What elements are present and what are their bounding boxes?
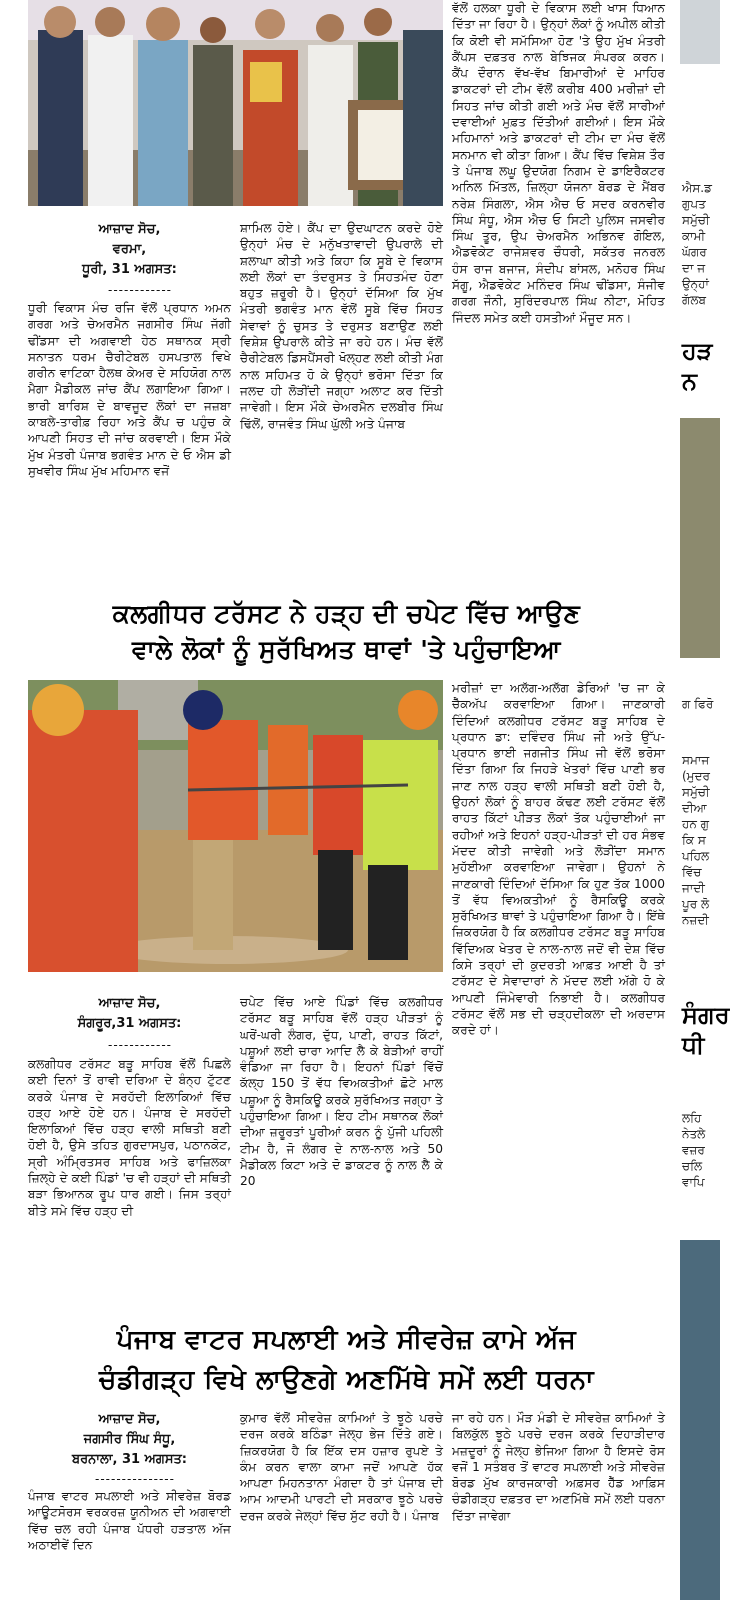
byline-agency: ਆਜ਼ਾਦ ਸੋਚ,: [98, 996, 161, 1011]
adjacent-page-strip: [680, 0, 730, 1600]
story3-column-2: ਕੁਮਾਰ ਵੱਲੋਂ ਸੀਵਰੇਜ਼ ਕਾਮਿਆਂ ਤੇ ਝੂਠੇ ਪਰਚੇ ਦਰਜ ਕਰਕੇ ਬਠਿੰਡਾ ਜੇਲ੍ਹ ਭੇਜ ਦਿੱਤੇ ਗਏ। ਜ਼ਿਕਰਯੋਗ ਹੈ ਕਿ ਇੱਕ ਦਸ ਹਜ਼ਾਰ ਰੁਪਏ ਤੇ ਕੰਮ ਕਰਨ ਵਾਲਾ ਕਾਮਾ ਜਦੋਂ ਆਪਣੇ ਹੱਕ ਆਪਣਾ ਮਿਹਨਤਾਨਾ ਮੰਗਦਾ ਹੈ ਤਾਂ ਪੰਜਾਬ ਦੀ ਆਮ ਆਦਮੀ ਪਾਰਟੀ ਦੀ ਸਰਕਾਰ ਝੂਠੇ ਪਰਚੇ ਦਰਜ ਕਰਕੇ ਜੇਲ੍ਹਾਂ ਵਿੱਚ ਸੁੱਟ ਰਹੀ ਹੈ। ਪੰਜਾਬ: [240, 1411, 443, 1523]
adjacent-text-low: ਲਹਿ ਨੇਤਲੇ ਵਜ਼ਰ ਚਲਿ ਵਾਪਿ: [682, 1111, 706, 1189]
story3-headline: [28, 1320, 665, 1400]
adjacent-headline-2: ਸੰਗਰ ਧੀ: [682, 1001, 730, 1059]
adjacent-photo-bottom: [680, 1240, 720, 1600]
adjacent-text-mid-1: ਗ ਫਿਰੋ: [682, 697, 714, 711]
adjacent-headline-1: ਹੜ ਨ: [682, 337, 713, 395]
medical-camp-photo-art: [28, 0, 443, 206]
adjacent-text-mid-2: ਸਮਾਜ (ਮੁਦਰ ਸਮੁੱਚੀ ਦੀਆ ਹਨ ਗੁ ਕਿ ਸ ਪਹਿਲ ਵਿੱਚ ਜਾਦੀ ਪੂਰ ਲੋ ਨਜ਼ਦੀ: [682, 753, 710, 927]
adjacent-text-top: ਐਸ.ਡ ਗੁਪਤ ਸਮੁੱਚੀ ਕਾਮੀ ਘੱਗਰ ਦਾ ਜ ਉਨ੍ਹਾਂ ਗੱਲਬ: [682, 181, 712, 307]
byline-divider: ---------------: [95, 1472, 175, 1486]
adjacent-photo-top: [680, 0, 720, 64]
story3-column-3: ਜਾ ਰਹੇ ਹਨ। ਮੌੜ ਮੰਡੀ ਦੇ ਸੀਵਰੇਜ਼ ਕਾਮਿਆਂ ਤੇ ਬਿਲਕੁੱਲ ਝੂਠੇ ਪਰਚੇ ਦਰਜ ਕਰਕੇ ਦਿਹਾੜੀਦਾਰ ਮਜ਼ਦੂਰਾਂ ਨੂੰ ਜੇਲ੍ਹ ਭੇਜਿਆ ਗਿਆ ਹੈ ਇਸਦੇ ਰੋਸ ਵਜੋਂ 1 ਸਤੰਬਰ ਤੋਂ ਵਾਟਰ ਸਪਲਾਈ ਅਤੇ ਸੀਵਰੇਜ਼ ਬੋਰਡ ਮੁੱਖ ਕਾਰਜਕਾਰੀ ਅਫ਼ਸਰ ਹੈੱਡ ਆਫ਼ਿਸ ਚੰਡੀਗੜ੍ਹ ਦਫ਼ਤਰ ਦਾ ਅਣਮਿੱਥੇ ਸਮੇਂ ਲਈ ਧਰਨਾ ਦਿੱਤਾ ਜਾਵੇਗਾ: [452, 1411, 665, 1523]
byline-divider: ------------: [108, 1038, 172, 1052]
story3-headline-line2: ਚੰਡੀਗੜ੍ਹ ਵਿਖੇ ਲਾਉਣਗੇ ਅਣਮਿੱਥੇ ਸਮੇਂ ਲਈ ਧਰਨਾ: [98, 1365, 595, 1395]
medical-camp-photo: [28, 0, 443, 206]
byline-dateline: ਧੂਰੀ, 31 ਅਗਸਤ:: [82, 262, 177, 277]
byline-reporter: ਜਗਸੀਰ ਸਿੰਘ ਸੰਧੂ,: [83, 1432, 176, 1447]
story2-column-3: ਮਰੀਜ਼ਾਂ ਦਾ ਅਲੱਗ-ਅਲੱਗ ਡੇਰਿਆਂ 'ਚ ਜਾ ਕੇ ਚੈੱਕਅੱਪ ਕਰਵਾਇਆ ਗਿਆ। ਜਾਣਕਾਰੀ ਦਿੰਦਿਆਂ ਕਲਗੀਧਰ ਟਰੱਸਟ ਬੜੂ ਸਾਹਿਬ ਦੇ ਪ੍ਰਧਾਨ ਡਾ: ਦਵਿੰਦਰ ਸਿੰਘ ਜੀ ਅਤੇ ਉੱਪ-ਪ੍ਰਧਾਨ ਭਾਈ ਜਗਜੀਤ ਸਿੰਘ ਜੀ ਵੱਲੋਂ ਭਰੋਸਾ ਦਿੱਤਾ ਗਿਆ ਕਿ ਜਿਹੜੇ ਖੇਤਰਾਂ ਵਿੱਚ ਪਾਣੀ ਭਰ ਜਾਣ ਨਾਲ ਹੜ੍ਹ ਵਾਲੀ ਸਥਿਤੀ ਬਣੀ ਹੋਈ ਹੈ, ਉਹਨਾਂ ਲੋਕਾਂ ਨੂੰ ਬਾਹਰ ਕੱਢਣ ਲਈ ਟਰੱਸਟ ਵੱਲੋਂ ਰਾਹਤ ਕਿੱਟਾਂ ਪੀੜਤ ਲੋਕਾਂ ਤੱਕ ਪਹੁੰਚਾਈਆਂ ਜਾ ਰਹੀਆਂ ਅਤੇ ਇਹਨਾਂ ਹੜ੍ਹ-ਪੀੜਤਾਂ ਦੀ ਹਰ ਸੰਭਵ ਮੱਦਦ ਕੀਤੀ ਜਾਵੇਗੀ ਅਤੇ ਲੋੜੀਂਦਾ ਸਮਾਨ ਮੁਹੱਈਆ ਕਰਵਾਇਆ ਜਾਵੇਗਾ। ਉਹਨਾਂ ਨੇ ਜਾਣਕਾਰੀ ਦਿੰਦਿਆਂ ਦੱਸਿਆ ਕਿ ਹੁਣ ਤੱਕ 1000 ਤੋਂ ਵੱਧ ਵਿਅਕਤੀਆਂ ਨੂੰ ਰੈਸਕਿਊ ਕਰਕੇ ਸੁਰੱਖਿਅਤ ਥਾਵਾਂ ਤੇ ਪਹੁੰਚਾਇਆ ਗਿਆ ਹੈ। ਇੱਥੇ ਜ਼ਿਕਰਯੋਗ ਹੈ ਕਿ ਕਲਗੀਧਰ ਟਰੱਸਟ ਬੜੂ ਸਾਹਿਬ ਵਿੱਦਿਅਕ ਖੇਤਰ ਦੇ ਨਾਲ-ਨਾਲ ਜਦੋਂ ਵੀ ਦੇਸ਼ ਵਿੱਚ ਕਿਸੇ ਤਰ੍ਹਾਂ ਦੀ ਕੁਦਰਤੀ ਆਫ਼ਤ ਆਈ ਹੈ ਤਾਂ ਟਰੱਸਟ ਦੇ ਸੇਵਾਦਾਰਾਂ ਨੇ ਮੱਦਦ ਲਈ ਅੱਗੇ ਹੋ ਕੇ ਆਪਣੀ ਜਿੰਮੇਵਾਰੀ ਨਿਭਾਈ ਹੈ। ਕਲਗੀਧਰ ਟਰੱਸਟ ਵੱਲੋਂ ਸਭ ਦੀ ਚੜ੍ਹਦੀਕਲਾ ਦੀ ਅਰਦਾਸ ਕਰਦੇ ਹਾਂ।: [452, 681, 665, 1038]
byline-agency: ਆਜ਼ਾਦ ਸੋਚ,: [98, 1412, 161, 1427]
story2-headline: [28, 596, 665, 670]
byline-agency: ਆਜ਼ਾਦ ਸੋਚ,: [98, 222, 161, 237]
story1-byline: [28, 220, 231, 280]
story3-headline-line1: ਪੰਜਾਬ ਵਾਟਰ ਸਪਲਾਈ ਅਤੇ ਸੀਵਰੇਜ਼ ਕਾਮੇ ਅੱਜ: [116, 1325, 577, 1355]
story1-column-2: ਸ਼ਾਮਿਲ ਹੋਏ। ਕੈਂਪ ਦਾ ਉਦਘਾਟਨ ਕਰਦੇ ਹੋਏ ਉਨ੍ਹਾਂ ਮੰਚ ਦੇ ਮਨੁੱਖਤਾਵਾਦੀ ਉਪਰਾਲੇ ਦੀ ਸ਼ਲਾਘਾ ਕੀਤੀ ਅਤੇ ਕਿਹਾ ਕਿ ਸੂਬੇ ਦੇ ਵਿਕਾਸ ਲਈ ਲੋਕਾਂ ਦਾ ਤੰਦਰੁਸਤ ਤੇ ਸਿਹਤਮੰਦ ਹੋਣਾ ਬਹੁਤ ਜ਼ਰੂਰੀ ਹੈ। ਉਨ੍ਹਾਂ ਦੱਸਿਆ ਕਿ ਮੁੱਖ ਮੰਤਰੀ ਭਗਵੰਤ ਮਾਨ ਵੱਲੋਂ ਸੂਬੇ ਵਿੱਚ ਸਿਹਤ ਸੇਵਾਵਾਂ ਨੂੰ ਚੁਸਤ ਤੇ ਦਰੁਸਤ ਬਣਾਉਣ ਲਈ ਵਿਸ਼ੇਸ਼ ਉਪਰਾਲੇ ਕੀਤੇ ਜਾ ਰਹੇ ਹਨ। ਮੰਚ ਵੱਲੋਂ ਚੈਰੀਟੇਬਲ ਡਿਸਪੈਂਸਰੀ ਖੋਲ੍ਹਣ ਲਈ ਕੀਤੀ ਮੰਗ ਨਾਲ ਸਹਿਮਤ ਹੋ ਕੇ ਉਨ੍ਹਾਂ ਭਰੋਸਾ ਦਿੱਤਾ ਕਿ ਜਲਦ ਹੀ ਲੋੜੀਂਦੀ ਜਗ੍ਹਾ ਅਲਾਟ ਕਰ ਦਿੱਤੀ ਜਾਵੇਗੀ। ਇਸ ਮੌਕੇ ਚੇਅਰਮੈਨ ਦਲਬੀਰ ਸਿੰਘ ਢਿੱਲੋਂ, ਰਾਜਵੰਤ ਸਿੰਘ ਘੁੱਲੀ ਅਤੇ ਪੰਜਾਬ: [240, 221, 443, 431]
story3-byline: [28, 1410, 231, 1470]
story2-column-1: ਕਲਗੀਧਰ ਟਰੱਸਟ ਬੜੂ ਸਾਹਿਬ ਵੱਲੋਂ ਪਿਛਲੇ ਕਈ ਦਿਨਾਂ ਤੋਂ ਰਾਵੀ ਦਰਿਆ ਦੇ ਬੰਨ੍ਹ ਟੁੱਟਣ ਕਰਕੇ ਪੰਜਾਬ ਦੇ ਸਰਹੱਦੀ ਇਲਾਕਿਆਂ ਵਿੱਚ ਹੜ੍ਹ ਆਏ ਹੋਏ ਹਨ। ਪੰਜਾਬ ਦੇ ਸਰਹੱਦੀ ਇਲਾਕਿਆਂ ਵਿੱਚ ਹੜ੍ਹ ਵਾਲੀ ਸਥਿਤੀ ਬਣੀ ਹੋਈ ਹੈ, ਉਸੇ ਤਹਿਤ ਗੁਰਦਾਸਪੁਰ, ਪਠਾਨਕੋਟ, ਸ੍ਰੀ ਅੰਮ੍ਰਿਤਸਰ ਸਾਹਿਬ ਅਤੇ ਫਾਜ਼ਿਲਕਾ ਜ਼ਿਲ੍ਹੇ ਦੇ ਕਈ ਪਿੰਡਾਂ 'ਚ ਵੀ ਹੜ੍ਹਾਂ ਦੀ ਸਥਿਤੀ ਬੜਾ ਭਿਆਨਕ ਰੂਪ ਧਾਰ ਗਈ। ਜਿਸ ਤਰ੍ਹਾਂ ਬੀਤੇ ਸਮੇ ਵਿੱਚ ਹੜ੍ਹ ਦੀ: [28, 1057, 231, 1218]
story2-headline-line2: ਵਾਲੇ ਲੋਕਾਂ ਨੂੰ ਸੁਰੱਖਿਅਤ ਥਾਵਾਂ 'ਤੇ ਪਹੁੰਚਾਇਆ: [131, 635, 562, 664]
story1-column-1: ਧੂਰੀ ਵਿਕਾਸ ਮੰਚ ਰਜਿ ਵੱਲੋਂ ਪ੍ਰਧਾਨ ਅਮਨ ਗਰਗ ਅਤੇ ਚੇਅਰਮੈਨ ਜਗਸੀਰ ਸਿੰਘ ਜੱਗੀ ਢੀਂਡਸਾ ਦੀ ਅਗਵਾਈ ਹੇਠ ਸਥਾਨਕ ਸ੍ਰੀ ਸਨਾਤਨ ਧਰਮ ਚੈਰੀਟੇਬਲ ਹਸਪਤਾਲ ਵਿਖੇ ਗਰੀਨ ਵਾਟਿਕਾ ਹੈਲਥ ਕੇਅਰ ਦੇ ਸਹਿਯੋਗ ਨਾਲ ਮੈਗਾ ਮੈਡੀਕਲ ਜਾਂਚ ਕੈਂਪ ਲਗਾਇਆ ਗਿਆ। ਭਾਰੀ ਬਾਰਿਸ਼ ਦੇ ਬਾਵਜੂਦ ਲੋਕਾਂ ਦਾ ਜਜ਼ਬਾ ਕਾਬਲੇ-ਤਾਰੀਫ਼ ਰਿਹਾ ਅਤੇ ਕੈਂਪ ਚ ਪਹੁੰਚ ਕੇ ਆਪਣੀ ਸਿਹਤ ਦੀ ਜਾਂਚ ਕਰਵਾਈ। ਇਸ ਮੌਕੇ ਮੁੱਖ ਮੰਤਰੀ ਪੰਜਾਬ ਭਗਵੰਤ ਮਾਨ ਦੇ ਓ ਐਸ ਡੀ ਸੁਖਵੀਰ ਸਿੰਘ ਮੁੱਖ ਮਹਿਮਾਨ ਵਜੋਂ: [28, 301, 231, 478]
flood-rescue-photo-art: [28, 680, 443, 972]
byline-reporter: ਵਰਮਾ,: [112, 242, 147, 257]
adjacent-photo-mid: [680, 418, 720, 658]
story1-column-3: ਵੱਲੋਂ ਹਲਕਾ ਧੂਰੀ ਦੇ ਵਿਕਾਸ ਲਈ ਖਾਸ ਧਿਆਨ ਦਿੱਤਾ ਜਾ ਰਿਹਾ ਹੈ। ਉਨ੍ਹਾਂ ਲੋਕਾਂ ਨੂੰ ਅਪੀਲ ਕੀਤੀ ਕਿ ਕੋਈ ਵੀ ਸਮੱਸਿਆ ਹੋਣ 'ਤੇ ਉਹ ਮੁੱਖ ਮੰਤਰੀ ਕੈਂਪਸ ਦਫ਼ਤਰ ਨਾਲ ਬੇਝਿਜਕ ਸੰਪਰਕ ਕਰਨ। ਕੈਂਪ ਦੌਰਾਨ ਵੱਖ-ਵੱਖ ਬਿਮਾਰੀਆਂ ਦੇ ਮਾਹਿਰ ਡਾਕਟਰਾਂ ਦੀ ਟੀਮ ਵੱਲੋਂ ਕਰੀਬ 400 ਮਰੀਜ਼ਾਂ ਦੀ ਸਿਹਤ ਜਾਂਚ ਕੀਤੀ ਗਈ ਅਤੇ ਮੰਚ ਵੱਲੋਂ ਸਾਰੀਆਂ ਦਵਾਈਆਂ ਮੁਫ਼ਤ ਦਿੱਤੀਆਂ ਗਈਆਂ। ਇਸ ਮੌਕੇ ਮਹਿਮਾਨਾਂ ਅਤੇ ਡਾਕਟਰਾਂ ਦੀ ਟੀਮ ਦਾ ਮੰਚ ਵੱਲੋਂ ਸਨਮਾਨ ਵੀ ਕੀਤਾ ਗਿਆ। ਕੈਂਪ ਵਿੱਚ ਵਿਸ਼ੇਸ਼ ਤੌਰ ਤੇ ਪੰਜਾਬ ਲਘੂ ਉਦਯੋਗ ਨਿਗਮ ਦੇ ਡਾਇਰੈਕਟਰ ਅਨਿਲ ਮਿੱਤਲ, ਜ਼ਿਲ੍ਹਾ ਯੋਜਨਾ ਬੋਰਡ ਦੇ ਮੈਂਬਰ ਨਰੇਸ਼ ਸਿੰਗਲਾ, ਐਸ ਐਚ ਓ ਸਦਰ ਕਰਨਵੀਰ ਸਿੰਘ ਸੰਧੂ, ਐਸ ਐਚ ਓ ਸਿਟੀ ਪੁਲਿਸ ਜਸਵੀਰ ਸਿੰਘ ਤੂਰ, ਉਪ ਚੇਅਰਮੈਨ ਅਭਿਨਵ ਗੋਇਲ, ਐਡਵੋਕੇਟ ਰਾਜੇਸ਼ਵਰ ਚੌਧਰੀ, ਸਕੱਤਰ ਜਨਰਲ ਹੰਸ ਰਾਜ ਬਜਾਜ, ਸੰਦੀਪ ਬਾਂਸਲ, ਮਨੋਹਰ ਸਿੰਘ ਸੱਗੂ, ਐਡਵੋਕੇਟ ਮਨਿੰਦਰ ਸਿੰਘ ਢੀਂਡਸਾ, ਸੰਜੀਵ ਗਰਗ ਜੌਨੀ, ਸੁਰਿੰਦਰਪਾਲ ਸਿੰਘ ਨੀਟਾ, ਮੋਹਿਤ ਜਿੰਦਲ ਸਮੇਤ ਕਈ ਹਸਤੀਆਂ ਮੌਜੂਦ ਸਨ।: [452, 1, 665, 325]
byline-dateline: ਬਰਨਾਲਾ, 31 ਅਗਸਤ:: [71, 1452, 187, 1467]
story2-headline-line1: ਕਲਗੀਧਰ ਟਰੱਸਟ ਨੇ ਹੜ੍ਹ ਦੀ ਚਪੇਟ ਵਿੱਚ ਆਉਣ: [112, 599, 581, 628]
story2-byline: [28, 994, 231, 1034]
story2-column-2: ਚਪੇਟ ਵਿੱਚ ਆਏ ਪਿੰਡਾਂ ਵਿੱਚ ਕਲਗੀਧਰ ਟਰੱਸਟ ਬੜੂ ਸਾਹਿਬ ਵੱਲੋਂ ਹੜ੍ਹ ਪੀੜਤਾਂ ਨੂੰ ਘਰੋਂ-ਘਰੀ ਲੰਗਰ, ਦੁੱਧ, ਪਾਣੀ, ਰਾਹਤ ਕਿੱਟਾਂ, ਪਸ਼ੂਆਂ ਲਈ ਚਾਰਾ ਆਦਿ ਲੈ ਕੇ ਬੇੜੀਆਂ ਰਾਹੀਂ ਵੰਡਿਆ ਜਾ ਰਿਹਾ ਹੈ। ਇਹਨਾਂ ਪਿੰਡਾਂ ਵਿੱਚੋਂ ਕੱਲ੍ਹ 150 ਤੋਂ ਵੱਧ ਵਿਅਕਤੀਆਂ ਛੋਟੇ ਮਾਲ ਪਸ਼ੂਆ ਨੂੰ ਰੈਸਕਿਊ ਕਰਕੇ ਸੁਰੱਖਿਅਤ ਜਗ੍ਹਾ ਤੇ ਪਹੁੰਚਾਇਆ ਗਿਆ। ਇਹ ਟੀਮ ਸਥਾਨਕ ਲੋਕਾਂ ਦੀਆ ਜ਼ਰੂਰਤਾਂ ਪੂਰੀਆਂ ਕਰਨ ਨੂੰ ਪੁੱਜੀ ਪਹਿਲੀ ਟੀਮ ਹੈ, ਜੋ ਲੰਗਰ ਦੇ ਨਾਲ-ਨਾਲ ਅਤੇ 50 ਮੈਡੀਕਲ ਕਿਟਾ ਅਤੇ ਦੋ ਡਾਕਟਰ ਨੂੰ ਨਾਲ ਲੈ ਕੇ 20: [240, 995, 443, 1189]
flood-rescue-photo: [28, 680, 443, 972]
story3-column-1: ਪੰਜਾਬ ਵਾਟਰ ਸਪਲਾਈ ਅਤੇ ਸੀਵਰੇਜ਼ ਬੋਰਡ ਆਊਟਸੋਰਸ ਵਰਕਰਜ਼ ਯੂਨੀਅਨ ਦੀ ਅਗਵਾਈ ਵਿੱਚ ਚਲ ਰਹੀ ਪੰਜਾਬ ਪੱਧਰੀ ਹੜਤਾਲ ਅੱਜ ਅਠਾਈਵੇਂ ਦਿਨ: [28, 1489, 231, 1552]
byline-divider: ------------: [108, 283, 172, 297]
byline-dateline: ਸੰਗਰੂਰ,31 ਅਗਸਤ:: [77, 1016, 182, 1031]
